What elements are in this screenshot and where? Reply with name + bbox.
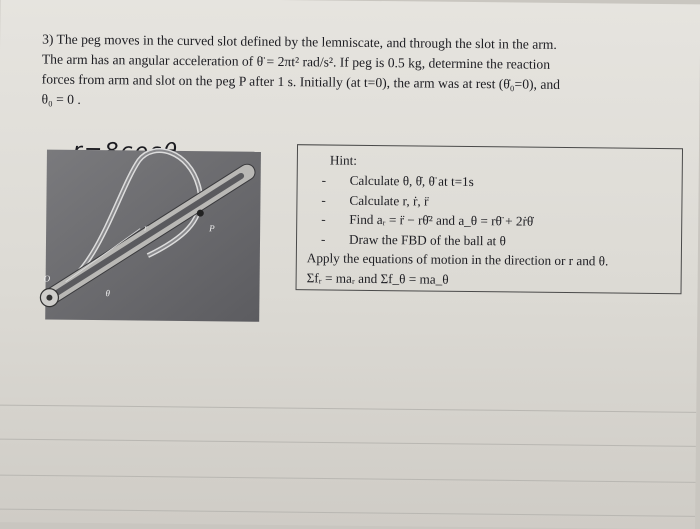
hint-item-text: Calculate θ, θ̇, θ̈ at t=1s (349, 172, 474, 190)
hint-equations: Σfᵣ = maᵣ and Σf_θ = ma_θ (306, 270, 449, 287)
label-theta: θ (105, 288, 110, 299)
hint-box (296, 144, 684, 294)
hint-item-text: Calculate r, ṙ, r̈ (349, 192, 429, 209)
label-o: O (43, 273, 51, 284)
figure-drawing (27, 129, 279, 332)
hint-item: - Calculate θ, θ̇, θ̈ at t=1s (321, 172, 474, 190)
problem-line-2: The arm has an angular acceleration of θ̈ = 2πt² rad/s². If peg is 0.5 kg, determine the reaction (41, 51, 551, 72)
hint-item: - Find aᵣ = r̈ − rθ̇² and a_θ = rθ̈ + 2ṙθ̇ (321, 211, 534, 229)
hint-item: - Calculate r, ṙ, r̈ (321, 191, 429, 209)
problem-line-3: forces from arm and slot on the peg P after 1 s. Initially (at t=0), the arm was at rest (θ̇₀=0), and (41, 71, 561, 92)
label-p: P (209, 223, 215, 234)
ruled-lines (0, 327, 697, 529)
hint-item: - Draw the FBD of the ball at θ (320, 230, 506, 248)
hint-item-text: Draw the FBD of the ball at θ (348, 231, 506, 248)
hint-apply-text: Apply the equations of motion in the direction or r and θ. (306, 250, 609, 269)
problem-line-4: θ₀ = 0 . (41, 91, 81, 107)
problem-line-1: 3) The peg moves in the curved slot defined by the lemniscate, and through the slot in the arm. (42, 31, 557, 52)
hint-list (321, 170, 534, 250)
hint-item-text: Find aᵣ = r̈ − rθ̇² and a_θ = rθ̈ + 2ṙθ̇ (349, 211, 534, 229)
lemniscate-figure (27, 129, 279, 332)
hint-title: Hint: (329, 152, 358, 168)
label-r: r (144, 222, 148, 233)
